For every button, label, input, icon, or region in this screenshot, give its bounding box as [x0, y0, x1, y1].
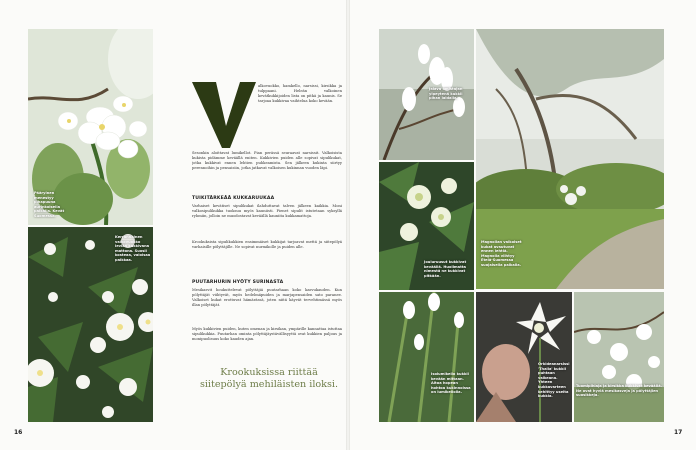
page-number-left: 16 [14, 429, 23, 436]
caption-cherry: Pääryinen menestyy pihapuuna aurinkoisella paikalla. Kevät Suomessa. [34, 191, 65, 218]
caption-snowflake: Isolumikello kukkii kevään mittaan. Aitoa hopean hohtoa kukinnoissa on lumikellolla. [431, 372, 471, 395]
body-paragraph-2: Sesonkin aloittavat lumikellot. Pian perässä seuraavat narsissit. Valkoisista kukista pidämme keväällä eniten. Kukkivien puiden alle sopivat sipulikukat, jotka kukkivat ennen lehtien puhkeamista. Sen jälkeen kukinta siirtyy perennoihin ja pensaisiin, jotka jatkavat valkoisen kukinnan vuoden läpi. [192, 151, 342, 170]
section-1-text: Varhaiset kevätiset sipulikukat ilahduttavat talven jälkeen kaikkia. Moni valkosipulikukka tuoksuu myös kauniisti. Pienet sipulit istutetaan syksyllä ryhmiin, jolloin ne muodostavat keväällä kauniita kukkamattoja. [192, 204, 342, 218]
narcissus-illustration [476, 292, 572, 422]
photo-garden-trees [476, 29, 664, 289]
birdcherry-illustration [574, 292, 664, 422]
snowflake-illustration [379, 292, 474, 422]
intro-text: alkovuokko, hamkello, narsissi, kirsikka ja tulppaani. Heleän valkoinen kevätkukkijoiden lista on pitkä ja kaunis. Se tarjoaa kukkivaa vaihtelua koko kevään. [258, 84, 342, 103]
section-2b-text: Myös kukkivien puiden, kuten omenan ja kirsikan, ympärille kannattaa istuttaa sipulikukkia. Puutarhan ominta pölyttäjäystävällisyyttä ovat kukkien paljous ja monipuolisuus koko kauden ajan. [192, 327, 342, 341]
section-2-text: Mesikasvit houkuttelevat pölyttäjiä puutarhaan koko kasvukauden. Kun pölyttäjät viihtyvät, myös hedelmäpuiden ja marjapensaiden sato paranee. Valkoiset kukat erottuvat hämärässä, joten niitä käyvät tervehtimässä myös illan pölyttäjät. [192, 288, 342, 307]
caption-anemone: Kerrannainen valkovuokko leviää kukkivana mattona. Suosii kosteaa, valoisaa paikkaa. [115, 235, 151, 262]
drop-cap-v [192, 82, 256, 148]
caption-bird-cherry: Tuomipihlaja ja kirsikka kukkivat keväällä. Ne ovat hyviä mesikasveja ja pölyttäjien suosikkeja. [576, 384, 662, 398]
section-1b-text: Krookuksista sipulikukkien ensimmäiset kukkijat tarjoavat mettä ja siitepölyä varhaisille pölyttäjille. Ne sopivat nurmikolle ja puiden alle. [192, 240, 342, 249]
page-number-right: 17 [674, 429, 683, 436]
section-heading-1: TUIKITÄRKEÄÄ KUKKARUUKAA [192, 196, 275, 201]
page-gutter [346, 0, 350, 450]
section-heading-2: PUUTARHURIN HYÖTY SURINASTA [192, 280, 284, 285]
caption-magnolia: Magnolian valkoiset kukat avautuvat ennen lehtiä. Magnolia viihtyy Etelä-Suomessa suojaisella paikalla. [481, 240, 522, 267]
photo-bird-cherry [574, 292, 664, 422]
caption-narcissus: Orkideanarsissi 'Thalia' kukkii puhtaan valkeana. Yhteen kukkavarteen kehittyy useita kukkia. [538, 362, 570, 399]
photo-hellebores [379, 162, 474, 290]
photo-narcissus [476, 292, 572, 422]
photo-snowflakes [379, 292, 474, 422]
photo-branch-blossoms [379, 29, 474, 160]
photo-white-blossoms [28, 29, 153, 225]
caption-right-top: Jalava omistajan ylpeytenä kukkii pihan laidalla. [429, 87, 463, 101]
caption-hellebore: Jouluruusut kukkivat keväällä. Huolimatta nimestä ne kukkivat pitkään. [424, 260, 467, 278]
right-page [348, 0, 696, 450]
pull-quote: Krookuksissa riittää siitepölyä mehiläisten iloksi. [199, 367, 339, 390]
photo-wood-anemones [28, 227, 153, 422]
